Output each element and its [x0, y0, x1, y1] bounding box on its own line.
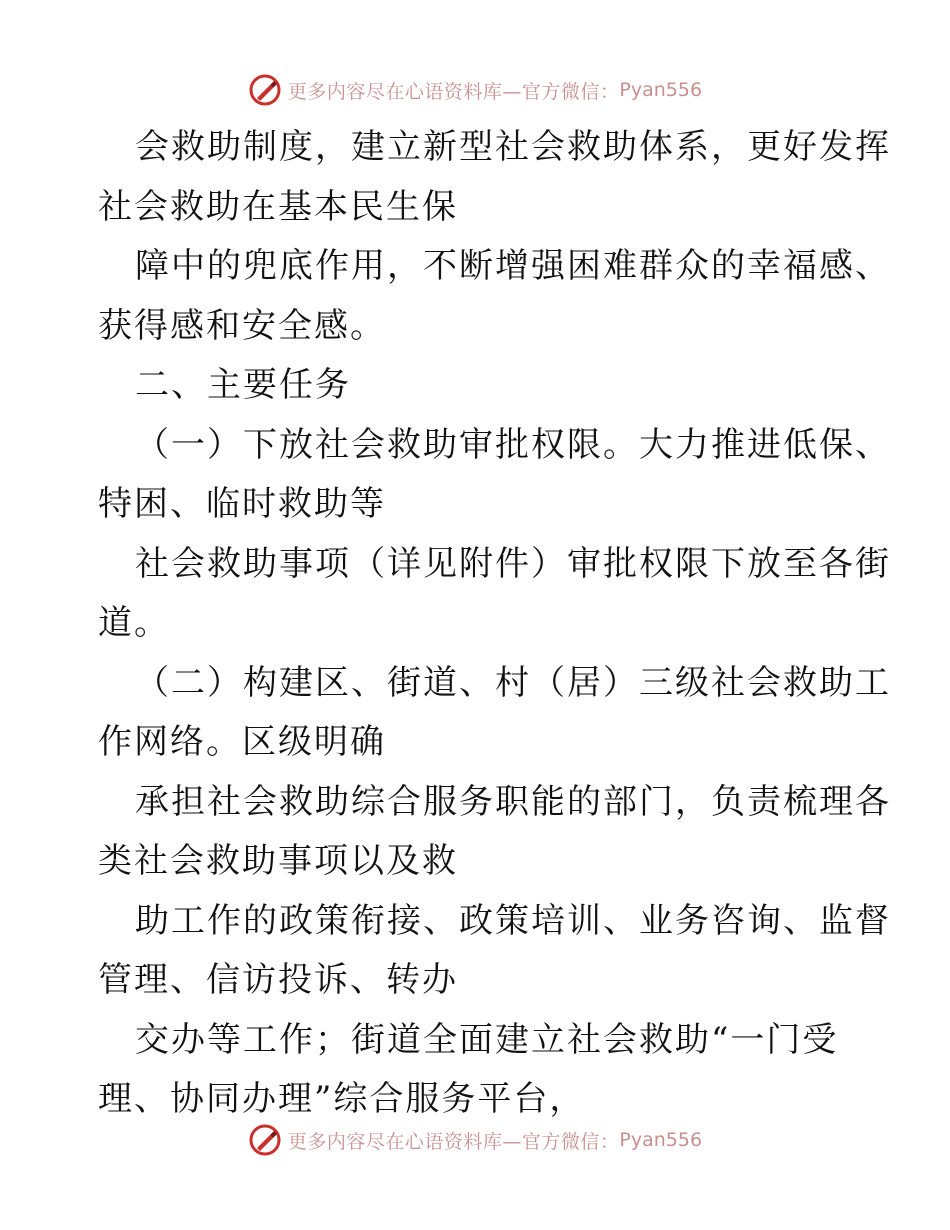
- text-line: 障中的兜底作用，不断增强困难群众的幸福感、: [135, 246, 891, 286]
- text-line: （一）下放社会救助审批权限。大力推进低保、: [135, 424, 891, 465]
- text-line: 特困、临时救助等: [98, 484, 386, 524]
- section-heading: 二、主要任务: [135, 365, 351, 405]
- text-line: 社会救助在基本民生保: [98, 186, 458, 227]
- text-line: 管理、信访投诉、转办: [98, 960, 458, 1000]
- text-line: 类社会救助事项以及救: [98, 841, 458, 881]
- text-line: 获得感和安全感。: [98, 305, 386, 346]
- watermark-wechat-id: Pyan556: [619, 1129, 703, 1151]
- text-line: 作网络。区级明确: [98, 722, 386, 762]
- document-body: [98, 118, 891, 1130]
- text-line: 助工作的政策衔接、政策培训、业务咨询、监督: [135, 900, 891, 941]
- pen-logo-icon: [248, 73, 282, 107]
- text-line: 理、协同办理”综合服务平台，: [98, 1079, 586, 1119]
- text-line: 道。: [98, 603, 170, 643]
- footer-watermark: [0, 1120, 950, 1160]
- text-line: 交办等工作；街道全面建立社会救助“一门受: [135, 1019, 839, 1060]
- header-watermark: [0, 70, 950, 110]
- pen-logo-icon: [248, 1123, 282, 1157]
- watermark-wechat-id: Pyan556: [619, 79, 703, 101]
- text-line: 会救助制度，建立新型社会救助体系，更好发挥: [135, 127, 891, 167]
- watermark-text: 更多内容尽在心语资料库—官方微信：: [287, 1130, 620, 1153]
- text-line: （二）构建区、街道、村（居）三级社会救助工: [135, 662, 891, 703]
- text-line: 社会救助事项（详见附件）审批权限下放至各街: [135, 543, 891, 584]
- text-line: 承担社会救助综合服务职能的部门，负责梳理各: [135, 781, 891, 822]
- watermark-text: 更多内容尽在心语资料库—官方微信：: [287, 80, 620, 103]
